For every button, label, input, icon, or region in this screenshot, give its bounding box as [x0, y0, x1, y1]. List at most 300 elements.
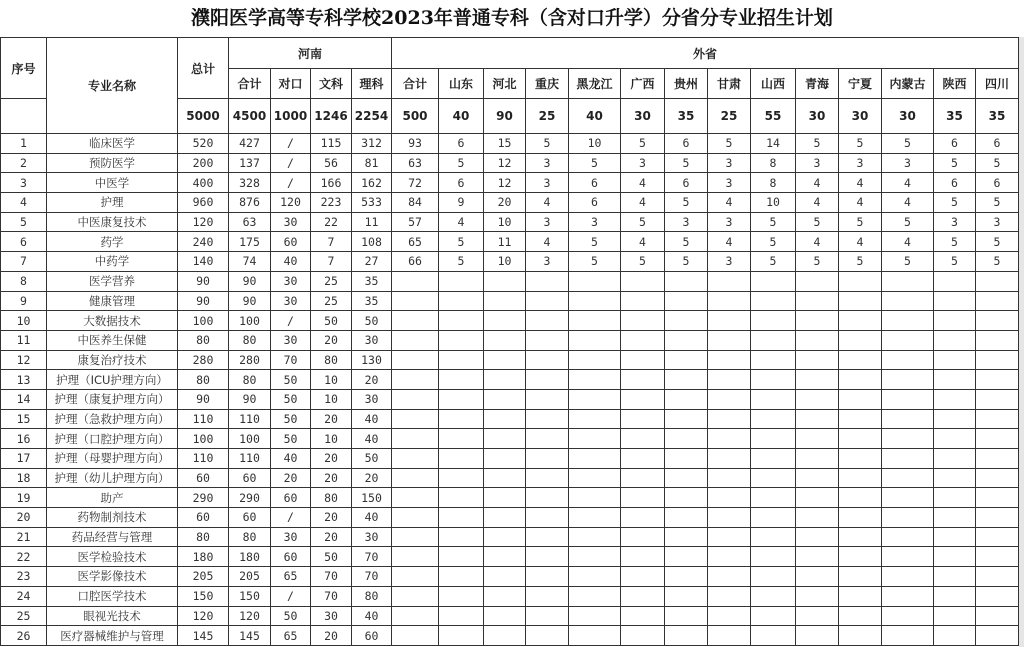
row-waisheng-cell — [392, 527, 439, 547]
row-major: 健康管理 — [47, 291, 178, 311]
row-waisheng-cell — [569, 311, 621, 331]
row-waisheng-cell — [882, 567, 934, 587]
row-waisheng-cell: 5 — [569, 232, 621, 252]
row-waisheng-cell — [796, 606, 839, 626]
row-waisheng-cell — [665, 330, 708, 350]
table-row — [1, 567, 1019, 587]
header-waisheng-sub: 四川 — [976, 69, 1019, 99]
header-henan-sub: 理科 — [352, 69, 392, 99]
table-row — [1, 370, 1019, 390]
row-major: 护理（康复护理方向） — [47, 389, 178, 409]
row-waisheng-cell — [665, 626, 708, 646]
row-waisheng-cell — [392, 271, 439, 291]
row-waisheng-cell — [526, 271, 569, 291]
row-waisheng-cell — [526, 527, 569, 547]
row-waisheng-cell — [526, 291, 569, 311]
row-major: 药品经营与管理 — [47, 527, 178, 547]
row-waisheng-cell: 6 — [934, 173, 976, 193]
row-waisheng-cell — [439, 508, 484, 528]
row-waisheng-cell — [796, 488, 839, 508]
row-waisheng-cell: 4 — [882, 173, 934, 193]
row-seq: 15 — [1, 409, 47, 429]
row-seq: 2 — [1, 153, 47, 173]
row-waisheng-cell: 4 — [526, 193, 569, 213]
row-seq: 16 — [1, 429, 47, 449]
row-henan-cell: 130 — [352, 350, 392, 370]
header-waisheng-sub: 山东 — [439, 69, 484, 99]
row-waisheng-cell: 5 — [839, 252, 882, 272]
row-henan-cell: 50 — [271, 606, 311, 626]
row-waisheng-cell — [934, 311, 976, 331]
row-waisheng-cell — [976, 350, 1019, 370]
row-waisheng-cell — [708, 311, 751, 331]
row-waisheng-cell — [439, 291, 484, 311]
row-henan-cell: 70 — [271, 350, 311, 370]
header-waisheng-sub: 合计 — [392, 69, 439, 99]
row-waisheng-cell — [665, 370, 708, 390]
row-waisheng-cell — [484, 271, 526, 291]
row-henan-cell: 280 — [229, 350, 271, 370]
row-seq: 1 — [1, 134, 47, 154]
header-seq: 序号 — [1, 38, 47, 99]
table-row — [1, 409, 1019, 429]
row-waisheng-cell: 65 — [392, 232, 439, 252]
totals-henan-cell: 1246 — [311, 99, 352, 134]
row-waisheng-cell — [796, 291, 839, 311]
row-major: 护理（ICU护理方向） — [47, 370, 178, 390]
row-waisheng-cell: 5 — [976, 153, 1019, 173]
row-waisheng-cell — [839, 488, 882, 508]
row-waisheng-cell — [839, 508, 882, 528]
row-seq: 8 — [1, 271, 47, 291]
row-waisheng-cell — [569, 350, 621, 370]
totals-waisheng-cell: 30 — [796, 99, 839, 134]
row-henan-cell: 20 — [311, 508, 352, 528]
row-waisheng-cell — [621, 527, 665, 547]
row-henan-cell: 100 — [229, 311, 271, 331]
row-waisheng-cell — [569, 291, 621, 311]
row-waisheng-cell — [839, 606, 882, 626]
row-henan-cell: 35 — [352, 271, 392, 291]
row-waisheng-cell — [839, 350, 882, 370]
row-seq: 12 — [1, 350, 47, 370]
row-henan-cell: 90 — [229, 271, 271, 291]
row-major: 中医养生保健 — [47, 330, 178, 350]
row-henan-cell: 40 — [352, 508, 392, 528]
row-waisheng-cell: 3 — [665, 212, 708, 232]
row-total: 150 — [178, 586, 229, 606]
row-waisheng-cell — [708, 389, 751, 409]
row-waisheng-cell: 4 — [796, 173, 839, 193]
row-waisheng-cell — [392, 291, 439, 311]
table-row — [1, 626, 1019, 646]
row-waisheng-cell — [708, 488, 751, 508]
row-waisheng-cell: 11 — [484, 232, 526, 252]
row-major: 助产 — [47, 488, 178, 508]
totals-henan-cell: 1000 — [271, 99, 311, 134]
row-major: 康复治疗技术 — [47, 350, 178, 370]
row-waisheng-cell — [839, 547, 882, 567]
row-waisheng-cell — [882, 547, 934, 567]
row-waisheng-cell — [392, 567, 439, 587]
header-waisheng-sub: 内蒙古 — [882, 69, 934, 99]
row-waisheng-cell — [439, 586, 484, 606]
row-waisheng-cell: 3 — [526, 252, 569, 272]
row-waisheng-cell — [526, 586, 569, 606]
row-henan-cell: 20 — [352, 370, 392, 390]
row-henan-cell: 80 — [311, 350, 352, 370]
row-waisheng-cell — [934, 468, 976, 488]
row-waisheng-cell — [708, 409, 751, 429]
header-henan-sub: 文科 — [311, 69, 352, 99]
row-waisheng-cell — [976, 567, 1019, 587]
row-waisheng-cell — [839, 389, 882, 409]
row-henan-cell: 328 — [229, 173, 271, 193]
row-waisheng-cell: 4 — [882, 232, 934, 252]
row-waisheng-cell — [569, 330, 621, 350]
row-waisheng-cell — [882, 350, 934, 370]
row-waisheng-cell — [484, 508, 526, 528]
row-waisheng-cell: 5 — [621, 134, 665, 154]
row-henan-cell: 50 — [271, 409, 311, 429]
row-waisheng-cell — [569, 488, 621, 508]
row-waisheng-cell: 5 — [439, 252, 484, 272]
row-henan-cell: 120 — [271, 193, 311, 213]
row-waisheng-cell — [708, 508, 751, 528]
row-waisheng-cell — [569, 370, 621, 390]
row-seq: 5 — [1, 212, 47, 232]
row-waisheng-cell: 63 — [392, 153, 439, 173]
row-waisheng-cell: 4 — [796, 232, 839, 252]
row-major: 药学 — [47, 232, 178, 252]
row-waisheng-cell — [484, 389, 526, 409]
header-waisheng: 外省 — [392, 38, 1019, 69]
row-seq: 11 — [1, 330, 47, 350]
row-total: 80 — [178, 370, 229, 390]
row-waisheng-cell — [621, 468, 665, 488]
row-total: 110 — [178, 409, 229, 429]
row-waisheng-cell — [665, 527, 708, 547]
row-waisheng-cell — [526, 389, 569, 409]
row-waisheng-cell: 3 — [839, 153, 882, 173]
row-waisheng-cell: 6 — [934, 134, 976, 154]
row-total: 200 — [178, 153, 229, 173]
header-henan-sub: 对口 — [271, 69, 311, 99]
header-waisheng-sub: 黑龙江 — [569, 69, 621, 99]
row-henan-cell: 80 — [229, 330, 271, 350]
row-waisheng-cell: 5 — [569, 252, 621, 272]
row-waisheng-cell — [484, 330, 526, 350]
table-row — [1, 586, 1019, 606]
table-row — [1, 212, 1019, 232]
row-waisheng-cell: 3 — [526, 173, 569, 193]
row-waisheng-cell — [882, 468, 934, 488]
totals-waisheng-cell: 500 — [392, 99, 439, 134]
row-henan-cell: 50 — [271, 370, 311, 390]
row-waisheng-cell — [751, 606, 796, 626]
row-waisheng-cell — [621, 291, 665, 311]
row-waisheng-cell — [796, 350, 839, 370]
table-row — [1, 291, 1019, 311]
row-waisheng-cell — [392, 311, 439, 331]
row-waisheng-cell: 6 — [439, 134, 484, 154]
row-waisheng-cell — [708, 330, 751, 350]
row-seq: 9 — [1, 291, 47, 311]
row-henan-cell: 50 — [271, 429, 311, 449]
row-waisheng-cell: 57 — [392, 212, 439, 232]
row-waisheng-cell — [569, 586, 621, 606]
row-waisheng-cell — [621, 370, 665, 390]
row-waisheng-cell — [839, 626, 882, 646]
row-waisheng-cell: 12 — [484, 153, 526, 173]
row-waisheng-cell — [882, 370, 934, 390]
row-henan-cell: 223 — [311, 193, 352, 213]
row-waisheng-cell — [392, 586, 439, 606]
row-henan-cell: 60 — [229, 508, 271, 528]
table-row — [1, 606, 1019, 626]
row-waisheng-cell: 3 — [621, 153, 665, 173]
row-waisheng-cell — [882, 409, 934, 429]
row-waisheng-cell — [751, 586, 796, 606]
row-waisheng-cell — [621, 567, 665, 587]
row-waisheng-cell — [751, 527, 796, 547]
table-row — [1, 468, 1019, 488]
row-waisheng-cell — [976, 488, 1019, 508]
row-henan-cell: 10 — [311, 370, 352, 390]
row-waisheng-cell — [934, 389, 976, 409]
row-waisheng-cell — [526, 409, 569, 429]
row-waisheng-cell — [882, 291, 934, 311]
row-waisheng-cell — [526, 449, 569, 469]
row-waisheng-cell — [569, 527, 621, 547]
row-waisheng-cell — [484, 409, 526, 429]
row-waisheng-cell: 5 — [796, 212, 839, 232]
header-waisheng-sub: 青海 — [796, 69, 839, 99]
row-waisheng-cell: 4 — [882, 193, 934, 213]
row-waisheng-cell — [484, 311, 526, 331]
row-waisheng-cell: 4 — [439, 212, 484, 232]
row-seq: 10 — [1, 311, 47, 331]
totals-waisheng-cell: 40 — [569, 99, 621, 134]
row-henan-cell: 40 — [271, 449, 311, 469]
row-waisheng-cell — [751, 429, 796, 449]
row-seq: 6 — [1, 232, 47, 252]
row-seq: 23 — [1, 567, 47, 587]
row-henan-cell: 175 — [229, 232, 271, 252]
row-waisheng-cell: 8 — [751, 153, 796, 173]
row-waisheng-cell — [526, 606, 569, 626]
row-waisheng-cell — [976, 449, 1019, 469]
row-total: 280 — [178, 350, 229, 370]
row-waisheng-cell — [796, 330, 839, 350]
row-waisheng-cell — [665, 311, 708, 331]
row-henan-cell: 20 — [311, 449, 352, 469]
row-total: 120 — [178, 606, 229, 626]
row-henan-cell: 22 — [311, 212, 352, 232]
row-waisheng-cell — [882, 330, 934, 350]
row-waisheng-cell — [665, 449, 708, 469]
row-waisheng-cell: 5 — [934, 232, 976, 252]
row-major: 药物制剂技术 — [47, 508, 178, 528]
row-henan-cell: 7 — [311, 232, 352, 252]
row-waisheng-cell — [569, 508, 621, 528]
row-waisheng-cell — [665, 271, 708, 291]
row-waisheng-cell — [708, 291, 751, 311]
row-waisheng-cell — [484, 449, 526, 469]
row-waisheng-cell — [934, 330, 976, 350]
row-waisheng-cell — [569, 409, 621, 429]
row-total: 180 — [178, 547, 229, 567]
row-henan-cell: 30 — [352, 330, 392, 350]
row-waisheng-cell: 3 — [934, 212, 976, 232]
row-total: 110 — [178, 449, 229, 469]
row-total: 90 — [178, 389, 229, 409]
row-henan-cell: 70 — [311, 586, 352, 606]
row-waisheng-cell — [439, 488, 484, 508]
row-waisheng-cell — [751, 291, 796, 311]
row-waisheng-cell — [621, 350, 665, 370]
row-waisheng-cell — [882, 389, 934, 409]
header-row-1 — [1, 38, 1019, 69]
row-waisheng-cell — [526, 370, 569, 390]
row-henan-cell: 50 — [271, 389, 311, 409]
row-major: 医学检验技术 — [47, 547, 178, 567]
row-waisheng-cell — [392, 429, 439, 449]
row-henan-cell: 74 — [229, 252, 271, 272]
row-waisheng-cell — [934, 271, 976, 291]
row-waisheng-cell: 4 — [708, 193, 751, 213]
row-waisheng-cell: 6 — [665, 134, 708, 154]
row-waisheng-cell: 3 — [708, 252, 751, 272]
totals-waisheng-cell: 25 — [526, 99, 569, 134]
row-henan-cell: / — [271, 586, 311, 606]
totals-waisheng-cell: 25 — [708, 99, 751, 134]
row-waisheng-cell — [484, 291, 526, 311]
totals-waisheng-cell: 30 — [839, 99, 882, 134]
row-henan-cell: 11 — [352, 212, 392, 232]
row-henan-cell: 7 — [311, 252, 352, 272]
row-waisheng-cell — [526, 547, 569, 567]
row-waisheng-cell: 5 — [665, 252, 708, 272]
row-waisheng-cell: 5 — [934, 153, 976, 173]
row-waisheng-cell — [665, 350, 708, 370]
row-waisheng-cell — [526, 311, 569, 331]
row-waisheng-cell: 5 — [976, 193, 1019, 213]
row-waisheng-cell: 5 — [665, 232, 708, 252]
row-waisheng-cell — [839, 429, 882, 449]
header-waisheng-sub: 陕西 — [934, 69, 976, 99]
row-waisheng-cell — [439, 370, 484, 390]
row-total: 140 — [178, 252, 229, 272]
row-major: 眼视光技术 — [47, 606, 178, 626]
row-waisheng-cell — [708, 626, 751, 646]
row-seq: 7 — [1, 252, 47, 272]
row-waisheng-cell — [439, 547, 484, 567]
table-row — [1, 389, 1019, 409]
row-seq: 18 — [1, 468, 47, 488]
row-henan-cell: 876 — [229, 193, 271, 213]
table-row — [1, 449, 1019, 469]
row-major: 医学影像技术 — [47, 567, 178, 587]
row-waisheng-cell — [439, 429, 484, 449]
row-henan-cell: / — [271, 153, 311, 173]
row-waisheng-cell — [751, 389, 796, 409]
row-waisheng-cell — [882, 429, 934, 449]
row-waisheng-cell — [439, 567, 484, 587]
row-major: 护理（母婴护理方向） — [47, 449, 178, 469]
row-waisheng-cell — [751, 547, 796, 567]
row-waisheng-cell: 10 — [484, 252, 526, 272]
row-henan-cell: 20 — [311, 409, 352, 429]
totals-henan-cell: 4500 — [229, 99, 271, 134]
row-waisheng-cell — [934, 626, 976, 646]
row-seq: 22 — [1, 547, 47, 567]
row-total: 290 — [178, 488, 229, 508]
row-waisheng-cell — [569, 271, 621, 291]
row-waisheng-cell — [976, 547, 1019, 567]
row-henan-cell: 40 — [271, 252, 311, 272]
row-total: 520 — [178, 134, 229, 154]
row-henan-cell: 20 — [352, 468, 392, 488]
row-waisheng-cell — [392, 626, 439, 646]
row-waisheng-cell: 3 — [882, 153, 934, 173]
row-waisheng-cell — [796, 311, 839, 331]
header-major: 专业名称 — [47, 38, 178, 134]
row-waisheng-cell: 5 — [439, 153, 484, 173]
row-waisheng-cell: 5 — [839, 212, 882, 232]
row-waisheng-cell — [569, 626, 621, 646]
row-waisheng-cell: 3 — [526, 212, 569, 232]
header-waisheng-sub: 重庆 — [526, 69, 569, 99]
row-waisheng-cell — [621, 626, 665, 646]
row-henan-cell: 110 — [229, 409, 271, 429]
row-waisheng-cell: 5 — [882, 252, 934, 272]
row-waisheng-cell — [796, 547, 839, 567]
row-waisheng-cell — [934, 370, 976, 390]
row-waisheng-cell — [665, 409, 708, 429]
row-waisheng-cell — [751, 626, 796, 646]
row-total: 90 — [178, 271, 229, 291]
row-waisheng-cell — [439, 330, 484, 350]
row-waisheng-cell — [976, 291, 1019, 311]
row-waisheng-cell — [839, 527, 882, 547]
totals-henan-cell: 2254 — [352, 99, 392, 134]
row-henan-cell: 30 — [311, 606, 352, 626]
table-row — [1, 134, 1019, 154]
header-waisheng-sub: 宁夏 — [839, 69, 882, 99]
row-waisheng-cell — [484, 468, 526, 488]
row-henan-cell: 50 — [352, 449, 392, 469]
row-waisheng-cell — [484, 586, 526, 606]
row-waisheng-cell — [751, 271, 796, 291]
table-row — [1, 488, 1019, 508]
row-waisheng-cell — [708, 468, 751, 488]
row-waisheng-cell — [569, 567, 621, 587]
row-waisheng-cell — [839, 468, 882, 488]
row-henan-cell: 40 — [352, 409, 392, 429]
row-waisheng-cell — [392, 449, 439, 469]
row-waisheng-cell — [665, 488, 708, 508]
row-total: 960 — [178, 193, 229, 213]
row-henan-cell: / — [271, 173, 311, 193]
row-henan-cell: 120 — [229, 606, 271, 626]
table-row — [1, 311, 1019, 331]
row-waisheng-cell — [621, 409, 665, 429]
row-waisheng-cell: 72 — [392, 173, 439, 193]
row-henan-cell: 162 — [352, 173, 392, 193]
row-waisheng-cell: 15 — [484, 134, 526, 154]
row-waisheng-cell — [839, 311, 882, 331]
